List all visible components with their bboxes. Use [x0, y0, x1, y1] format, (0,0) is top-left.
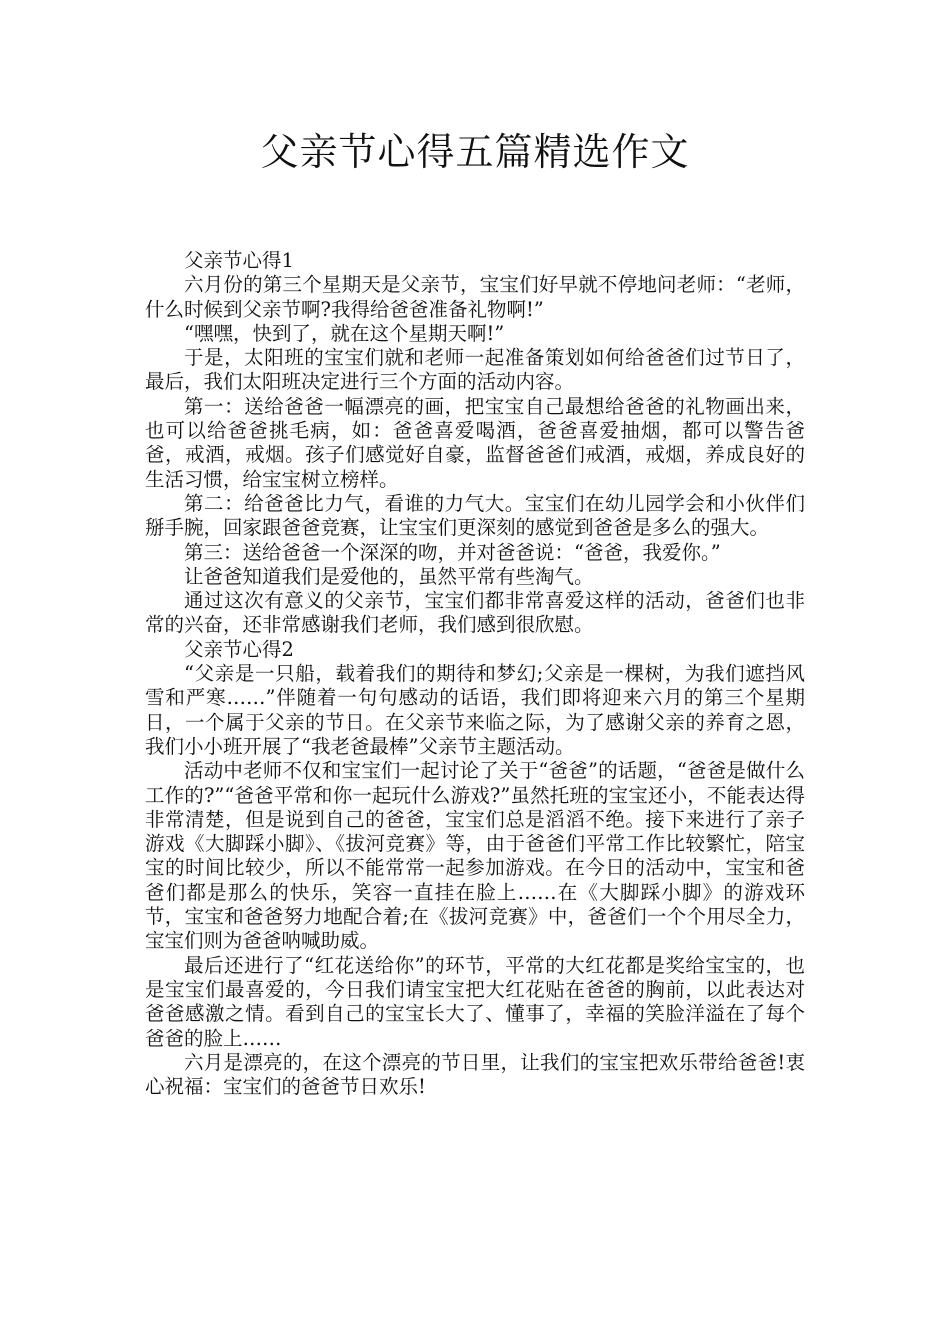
paragraph: 第三：送给爸爸一个深深的吻，并对爸爸说：“爸爸，我爱你。”: [184, 540, 721, 564]
section-heading-1: 父亲节心得1: [184, 249, 294, 272]
paragraph: 六月是漂亮的，在这个漂亮的节日里，让我们的宝宝把欢乐带给爸爸!衷心祝福：宝宝们的爸爸节日欢乐!: [145, 1050, 805, 1099]
paragraph: 于是，太阳班的宝宝们就和老师一起准备策划如何给爸爸们过节日了，最后，我们太阳班决定进行三个方面的活动内容。: [145, 346, 805, 394]
paragraph: “嘿嘿，快到了，就在这个星期天啊!”: [184, 321, 505, 345]
paragraph: 最后还进行了“红花送给你”的环节，平常的大红花都是奖给宝宝的，也是宝宝们最喜爱的，今日我们请宝宝把大红花贴在爸爸的胸前，以此表达对爸爸感激之情。看到自己的宝宝长大了、懂事了，幸福的笑脸洋溢在了每个爸爸的脸上……: [145, 953, 805, 1050]
paragraph: 让爸爸知道我们是爱他的，虽然平常有些淘气。: [184, 564, 594, 588]
paragraph: 第一：送给爸爸一幅漂亮的画，把宝宝自己最想给爸爸的礼物画出来，也可以给爸爸挑毛病，如：爸爸喜爱喝酒，爸爸喜爱抽烟，都可以警告爸爸，戒酒，戒烟。孩子们感觉好自豪，监督爸爸们戒酒，戒烟，养成良好的生活习惯，给宝宝树立榜样。: [145, 394, 805, 491]
document-body: [145, 249, 805, 1099]
document-title: 父亲节心得五篇精选作文: [260, 130, 690, 174]
paragraph: 六月份的第三个星期天是父亲节，宝宝们好早就不停地问老师：“老师，什么时候到父亲节啊?我得给爸爸准备礼物啊!”: [145, 273, 805, 321]
section-heading-2: 父亲节心得2: [184, 637, 294, 661]
paragraph: 通过这次有意义的父亲节，宝宝们都非常喜爱这样的活动，爸爸们也非常的兴奋，还非常感谢我们老师，我们感到很欣慰。: [145, 589, 805, 637]
paragraph: 第二：给爸爸比力气，看谁的力气大。宝宝们在幼儿园学会和小伙伴们掰手腕，回家跟爸爸竞赛，让宝宝们更深刻的感觉到爸爸是多么的强大。: [145, 491, 805, 540]
paragraph: “父亲是一只船，载着我们的期待和梦幻;父亲是一棵树，为我们遮挡风雪和严寒……”伴随着一句句感动的话语，我们即将迎来六月的第三个星期日，一个属于父亲的节日。在父亲节来临之际，为了感谢父亲的养育之恩，我们小小班开展了“我老爸最棒”父亲节主题活动。: [145, 662, 805, 758]
paragraph: 活动中老师不仅和宝宝们一起讨论了关于“爸爸”的话题，“爸爸是做什么工作的?”“爸爸平常和你一起玩什么游戏?”虽然托班的宝宝还小，不能表达得非常清楚，但是说到自己的爸爸，宝宝们总是滔滔不绝。接下来进行了亲子游戏《大脚踩小脚》、《拔河竞赛》等，由于爸爸们平常工作比较繁忙，陪宝宝的时间比较少，所以不能常常一起参加游戏。在今日的活动中，宝宝和爸爸们都是那么的快乐，笑容一直挂在脸上……在《大脚踩小脚》的游戏环节，宝宝和爸爸努力地配合着;在《拔河竞赛》中，爸爸们一个个用尽全力，宝宝们则为爸爸呐喊助威。: [145, 759, 805, 953]
